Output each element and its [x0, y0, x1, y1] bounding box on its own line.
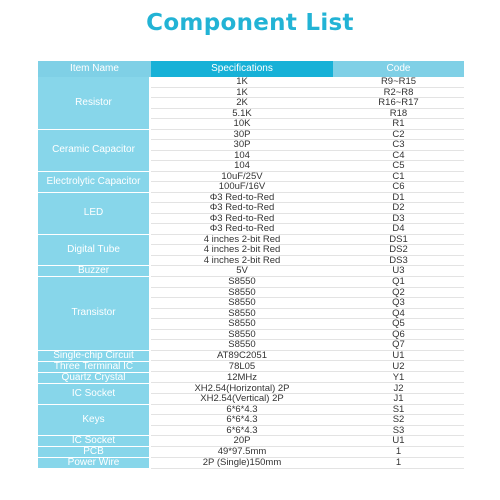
table-row — [151, 436, 464, 447]
table-row — [151, 309, 464, 320]
code-cell: Q2 — [333, 288, 464, 299]
code-cell: 1 — [333, 447, 464, 458]
table-row — [151, 203, 464, 214]
code-cell: 1 — [333, 458, 464, 469]
spec-cell: Φ3 Red-to-Red — [151, 224, 333, 235]
component-group — [38, 447, 464, 458]
code-cell: Q4 — [333, 309, 464, 320]
spec-cell: 30P — [151, 130, 333, 141]
code-cell: Q3 — [333, 298, 464, 309]
table-row — [151, 140, 464, 151]
table-row — [151, 214, 464, 225]
code-cell: J2 — [333, 384, 464, 395]
table-row — [151, 88, 464, 99]
spec-cell: 2K — [151, 98, 333, 109]
header-specifications: Specifications — [151, 61, 333, 77]
code-cell: R9~R15 — [333, 77, 464, 88]
spec-cell: 104 — [151, 151, 333, 162]
code-cell: R16~R17 — [333, 98, 464, 109]
table-row — [151, 319, 464, 330]
item-name-cell: Keys — [38, 405, 149, 437]
code-cell: U2 — [333, 362, 464, 373]
page-title: Component List — [146, 10, 354, 36]
spec-cell: Φ3 Red-to-Red — [151, 214, 333, 225]
code-cell: J1 — [333, 394, 464, 405]
code-cell: Y1 — [333, 373, 464, 384]
table-row — [151, 362, 464, 373]
spec-cell: 6*6*4.3 — [151, 405, 333, 416]
code-cell: DS1 — [333, 235, 464, 246]
component-group — [38, 130, 464, 172]
component-group — [38, 351, 464, 362]
spec-cell: 10uF/25V — [151, 172, 333, 183]
code-cell: R18 — [333, 109, 464, 120]
spec-cell: 1K — [151, 88, 333, 99]
header-code: Code — [386, 63, 411, 74]
component-group — [38, 458, 464, 469]
spec-cell: 4 inches 2-bit Red — [151, 256, 333, 267]
table-header — [38, 61, 464, 77]
spec-cell: XH2.54(Vertical) 2P — [151, 394, 333, 405]
spec-cell: 10K — [151, 119, 333, 130]
spec-cell: 20P — [151, 436, 333, 447]
table-row — [151, 458, 464, 469]
table-row — [151, 193, 464, 204]
item-name-cell: Ceramic Capacitor — [38, 130, 149, 172]
table-body — [38, 77, 464, 469]
code-cell: U1 — [333, 436, 464, 447]
spec-cell: S8550 — [151, 298, 333, 309]
table-row — [151, 277, 464, 288]
table-row — [151, 340, 464, 351]
header-item-name: Item Name — [70, 63, 119, 74]
item-name-cell: Single-chip Circuit — [38, 351, 149, 362]
spec-cell: 5.1K — [151, 109, 333, 120]
item-name-cell: IC Socket — [38, 384, 149, 405]
spec-cell: 6*6*4.3 — [151, 415, 333, 426]
item-name-cell: Buzzer — [38, 266, 149, 277]
code-cell: S3 — [333, 426, 464, 437]
spec-cell: S8550 — [151, 340, 333, 351]
code-cell: R2~R8 — [333, 88, 464, 99]
spec-cell: Φ3 Red-to-Red — [151, 193, 333, 204]
item-name-cell: Transistor — [38, 277, 149, 351]
table-row — [151, 447, 464, 458]
item-name-cell: Electrolytic Capacitor — [38, 172, 149, 193]
component-group — [38, 193, 464, 235]
item-name-cell: Digital Tube — [38, 235, 149, 267]
component-group — [38, 373, 464, 384]
component-group — [38, 266, 464, 277]
table-row — [151, 151, 464, 162]
table-row — [151, 426, 464, 437]
spec-cell: S8550 — [151, 309, 333, 320]
code-cell: U3 — [333, 266, 464, 277]
table-row — [151, 256, 464, 267]
spec-cell: 30P — [151, 140, 333, 151]
code-cell: Q1 — [333, 277, 464, 288]
spec-cell: S8550 — [151, 330, 333, 341]
component-group — [38, 384, 464, 405]
code-cell: S2 — [333, 415, 464, 426]
spec-cell: XH2.54(Horizontal) 2P — [151, 384, 333, 395]
table-row — [151, 172, 464, 183]
component-table — [38, 61, 464, 469]
table-row — [151, 130, 464, 141]
table-row — [151, 394, 464, 405]
code-cell: DS2 — [333, 245, 464, 256]
code-cell: C4 — [333, 151, 464, 162]
code-cell: S1 — [333, 405, 464, 416]
code-cell: Q7 — [333, 340, 464, 351]
table-row — [151, 384, 464, 395]
component-group — [38, 77, 464, 130]
spec-cell: Φ3 Red-to-Red — [151, 203, 333, 214]
code-cell: C5 — [333, 161, 464, 172]
code-cell: C2 — [333, 130, 464, 141]
code-cell: Q6 — [333, 330, 464, 341]
spec-cell: 2P (Single)150mm — [151, 458, 333, 469]
table-row — [151, 161, 464, 172]
component-group — [38, 235, 464, 267]
table-row — [151, 235, 464, 246]
component-group — [38, 362, 464, 373]
spec-cell: 4 inches 2-bit Red — [151, 235, 333, 246]
code-cell: C6 — [333, 182, 464, 193]
spec-cell: 5V — [151, 266, 333, 277]
spec-cell: 6*6*4.3 — [151, 426, 333, 437]
item-name-cell: Three Terminal IC — [38, 362, 149, 373]
code-cell: D3 — [333, 214, 464, 225]
code-cell: D4 — [333, 224, 464, 235]
spec-cell: 1K — [151, 77, 333, 88]
code-cell: Q5 — [333, 319, 464, 330]
table-row — [151, 109, 464, 120]
item-name-cell: PCB — [38, 447, 149, 458]
table-row — [151, 245, 464, 256]
spec-cell: 78L05 — [151, 362, 333, 373]
spec-cell: S8550 — [151, 288, 333, 299]
table-row — [151, 119, 464, 130]
spec-cell: 100uF/16V — [151, 182, 333, 193]
component-group — [38, 172, 464, 193]
table-row — [151, 298, 464, 309]
spec-cell: 12MHz — [151, 373, 333, 384]
component-group — [38, 277, 464, 351]
spec-cell: S8550 — [151, 277, 333, 288]
item-name-cell: Resistor — [38, 77, 149, 130]
spec-cell: 104 — [151, 161, 333, 172]
table-row — [151, 351, 464, 362]
item-name-cell: IC Socket — [38, 436, 149, 447]
table-row — [151, 224, 464, 235]
spec-cell: 4 inches 2-bit Red — [151, 245, 333, 256]
component-group — [38, 405, 464, 437]
component-group — [38, 436, 464, 447]
table-row — [151, 415, 464, 426]
table-row — [151, 288, 464, 299]
table-row — [151, 266, 464, 277]
table-row — [151, 98, 464, 109]
table-row — [151, 182, 464, 193]
item-name-cell: Quartz Crystal — [38, 373, 149, 384]
table-row — [151, 77, 464, 88]
spec-cell: S8550 — [151, 319, 333, 330]
spec-cell: AT89C2051 — [151, 351, 333, 362]
code-cell: D2 — [333, 203, 464, 214]
item-name-cell: LED — [38, 193, 149, 235]
code-cell: C1 — [333, 172, 464, 183]
spec-cell: 49*97.5mm — [151, 447, 333, 458]
table-row — [151, 373, 464, 384]
code-cell: R1 — [333, 119, 464, 130]
table-row — [151, 405, 464, 416]
table-row — [151, 330, 464, 341]
item-name-cell: Power Wire — [38, 458, 149, 469]
code-cell: U1 — [333, 351, 464, 362]
code-cell: C3 — [333, 140, 464, 151]
code-cell: D1 — [333, 193, 464, 204]
code-cell: DS3 — [333, 256, 464, 267]
